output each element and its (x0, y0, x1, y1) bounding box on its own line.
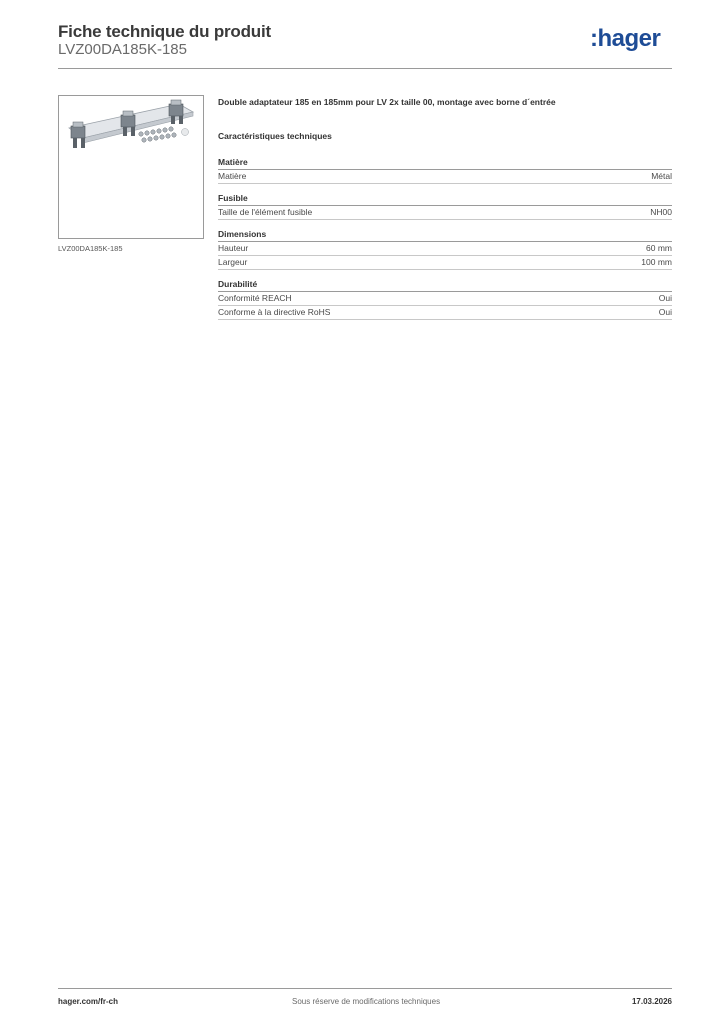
spec-group-dimensions (218, 229, 672, 270)
spec-label: Conformité REACH (218, 293, 292, 303)
spec-group-title: Matière (218, 157, 672, 170)
spec-group-durabilite (218, 279, 672, 320)
spec-value: NH00 (650, 207, 672, 217)
hager-logo[interactable] (590, 27, 660, 51)
spec-group-title: Durabilité (218, 279, 672, 292)
spec-value: 60 mm (646, 243, 672, 253)
spec-row (218, 170, 672, 184)
spec-value: Oui (658, 307, 672, 317)
image-caption: LVZ00DA185K-185 (58, 244, 123, 253)
spec-value: 100 mm (641, 257, 672, 267)
spec-group-fusible (218, 193, 672, 220)
spec-row (218, 306, 672, 320)
specs-heading: Caractéristiques techniques (218, 131, 332, 141)
footer-disclaimer: Sous réserve de modifications techniques (292, 997, 441, 1006)
logo-dots-icon: : (590, 25, 598, 52)
footer-website-link[interactable]: hager.com/fr-ch (58, 997, 119, 1006)
footer-divider (58, 988, 672, 989)
spec-row (218, 292, 672, 306)
product-reference: LVZ00DA185K-185 (58, 41, 187, 58)
page-title: Fiche technique du produit (58, 22, 271, 41)
product-image (58, 95, 204, 239)
spec-group-title: Dimensions (218, 229, 672, 242)
product-description: Double adaptateur 185 en 185mm pour LV 2x taille 00, montage avec borne d´entrée (218, 97, 556, 107)
spec-label: Taille de l'élément fusible (218, 207, 313, 217)
adapter-rail-picture (59, 96, 203, 238)
spec-row (218, 256, 672, 270)
specs-table (218, 157, 672, 329)
spec-label: Matière (218, 171, 247, 181)
spec-value: Oui (658, 293, 672, 303)
spec-label: Conforme à la directive RoHS (218, 307, 331, 317)
spec-group-matiere (218, 157, 672, 184)
footer-date: 17.03.2026 (631, 997, 672, 1006)
spec-value: Métal (651, 171, 672, 181)
spec-group-title: Fusible (218, 193, 672, 206)
spec-row (218, 206, 672, 220)
header-divider (58, 68, 672, 69)
spec-label: Largeur (218, 257, 248, 267)
spec-row (218, 242, 672, 256)
logo-text: hager (597, 25, 661, 52)
spec-label: Hauteur (218, 243, 249, 253)
